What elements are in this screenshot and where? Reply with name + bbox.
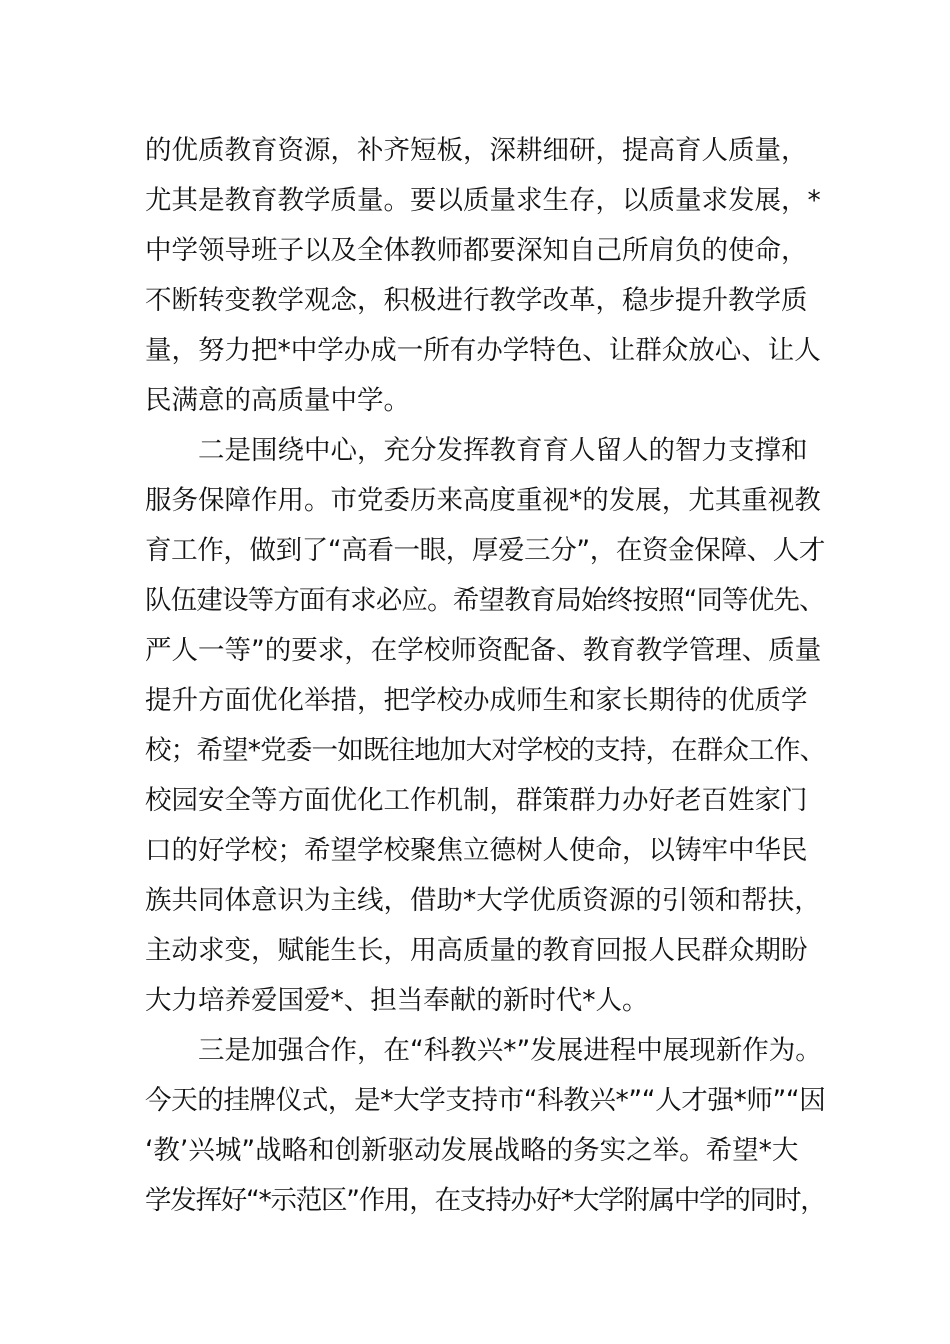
text-line: 提升方面优化举措，把学校办成师生和家长期待的优质学 <box>145 685 808 716</box>
text-line: 今天的挂牌仪式，是*大学支持市“科教兴*”“人才强*师”“因 <box>145 1085 826 1116</box>
text-line: 量，努力把*中学办成一所有办学特色、让群众放心、让人 <box>145 335 821 366</box>
text-line: 尤其是教育教学质量。要以质量求生存，以质量求发展，* <box>145 185 821 216</box>
text-line: 校；希望*党委一如既往地加大对学校的支持，在群众工作、 <box>145 735 826 766</box>
text-line: 不断转变教学观念，积极进行教学改革，稳步提升教学质 <box>145 285 808 316</box>
document-body-text <box>145 126 825 1226</box>
paragraph-first-line: 二是围绕中心，充分发挥教育育人留人的智力支撑和 <box>198 435 808 466</box>
text-line: 校园安全等方面优化工作机制，群策群力办好老百姓家门 <box>145 785 808 816</box>
paragraph-first-line: 三是加强合作，在“科教兴*”发展进程中展现新作为。 <box>198 1035 822 1066</box>
text-line: 主动求变，赋能生长，用高质量的教育回报人民群众期盼 <box>145 935 808 966</box>
text-line: 族共同体意识为主线，借助*大学优质资源的引领和帮扶， <box>145 885 821 916</box>
text-line: 队伍建设等方面有求必应。希望教育局始终按照“同等优先、 <box>145 585 825 616</box>
text-line: ‘教’兴城”战略和创新驱动发展战略的务实之举。希望*大 <box>145 1135 799 1166</box>
text-line: 的优质教育资源，补齐短板，深耕细研，提高育人质量， <box>145 135 808 166</box>
text-line: 育工作，做到了“高看一眼，厚爱三分”，在资金保障、人才 <box>145 535 825 566</box>
text-line: 严人一等”的要求，在学校师资配备、教育教学管理、质量 <box>145 635 822 666</box>
text-line: 学发挥好“*示范区”作用，在支持办好*大学附属中学的同时， <box>145 1185 826 1216</box>
text-line: 服务保障作用。市党委历来高度重视*的发展，尤其重视教 <box>145 485 821 516</box>
text-line: 大力培养爱国爱*、担当奉献的新时代*人。 <box>145 985 649 1016</box>
text-line: 中学领导班子以及全体教师都要深知自己所肩负的使命， <box>145 235 808 266</box>
text-line: 民满意的高质量中学。 <box>145 385 410 416</box>
text-line: 口的好学校；希望学校聚焦立德树人使命，以铸牢中华民 <box>145 835 808 866</box>
